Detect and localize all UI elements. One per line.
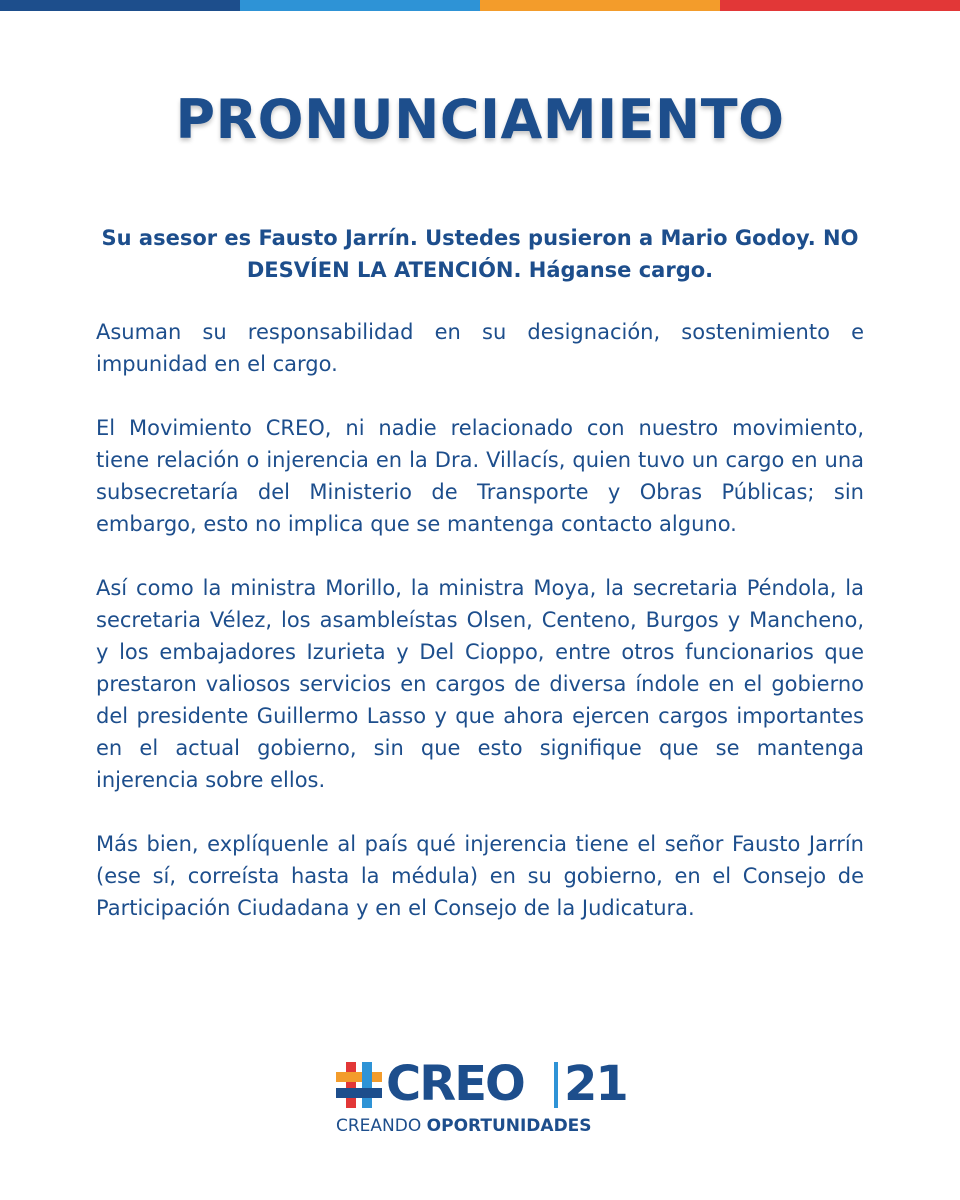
logo-divider <box>554 1062 558 1108</box>
hashtag-icon <box>336 1062 382 1108</box>
logo-word: CREO <box>386 1056 524 1112</box>
logo-tagline <box>336 1114 636 1138</box>
tagline-bold: OPORTUNIDADES <box>426 1116 592 1136</box>
creo-logo <box>336 1056 636 1142</box>
logo-number: 21 <box>564 1056 627 1112</box>
subtitle: Su asesor es Fausto Jarrín. Ustedes pusieron a Mario Godoy. NO DESVÍEN LA ATENCIÓN. Háganse cargo. <box>101 226 859 282</box>
top-color-bar <box>0 0 960 11</box>
tagline-regular: CREANDO <box>336 1116 427 1136</box>
page-title: PRONUNCIAMIENTO <box>175 88 785 151</box>
top-bar-segment-blue <box>240 0 480 11</box>
paragraph-3: Así como la ministra Morillo, la ministra Moya, la secretaria Péndola, la secretaria Vélez, los asambleístas Olsen, Centeno, Burgos y Mancheno, y los embajadores Izurieta y Del Cioppo, entre otros funcionarios que prestaron valiosos servicios en cargos de diversa índole en el gobierno del presidente Guillermo Lasso y que ahora ejercen cargos importantes en el actual gobierno, sin que esto signifique que se mantenga injerencia sobre ellos. <box>96 576 864 792</box>
top-bar-segment-navy <box>0 0 240 11</box>
statement-body <box>96 316 864 956</box>
paragraph-1: Asuman su responsabilidad en su designación, sostenimiento e impunidad en el cargo. <box>96 320 864 376</box>
top-bar-segment-red <box>720 0 960 11</box>
top-bar-segment-orange <box>480 0 720 11</box>
logo-mark-row <box>336 1056 636 1112</box>
paragraph-4: Más bien, explíquenle al país qué injerencia tiene el señor Fausto Jarrín (ese sí, correísta hasta la médula) en su gobierno, en el Consejo de Participación Ciudadana y en el Consejo de la Judicatura. <box>96 832 864 920</box>
paragraph-2: El Movimiento CREO, ni nadie relacionado con nuestro movimiento, tiene relación o injerencia en la Dra. Villacís, quien tuvo un cargo en una subsecretaría del Ministerio de Transporte y Obras Públicas; sin embargo, esto no implica que se mantenga contacto alguno. <box>96 416 864 536</box>
